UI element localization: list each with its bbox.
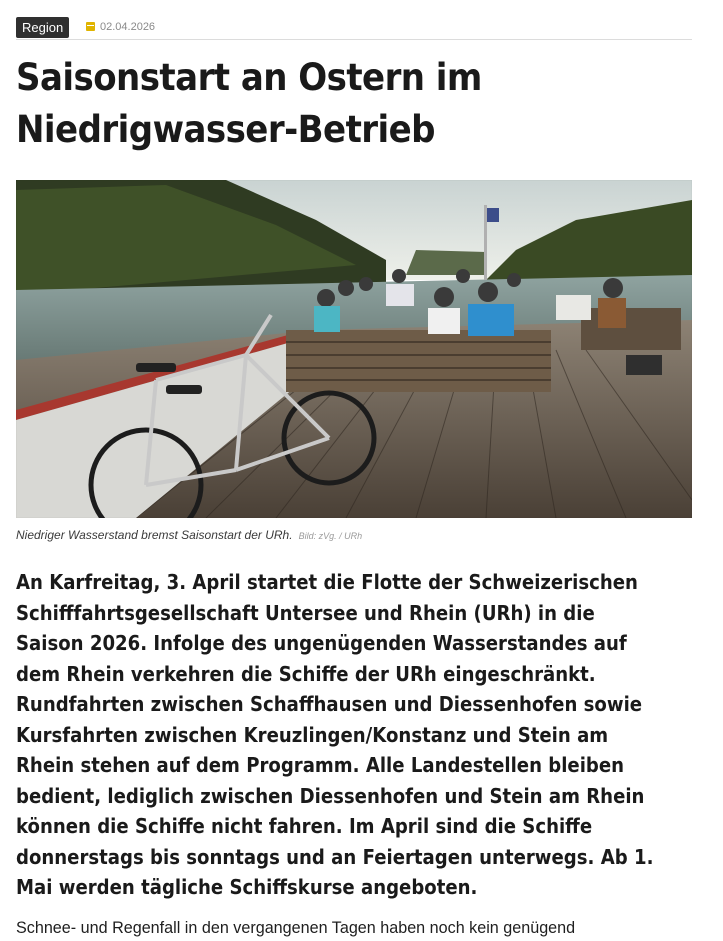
ship-deck-photo [16, 180, 692, 518]
photo-credit: Bild: zVg. / URh [298, 531, 363, 541]
article-photo [16, 180, 692, 518]
article-meta [16, 17, 692, 40]
publish-date-text: 02.04.2026 [100, 21, 156, 33]
article-body: Schnee- und Regenfall in den vergangenen Tagen haben noch kein genügend [16, 918, 576, 937]
article-lead: An Karfreitag, 3. April startet die Flotte der Schweizerischen Schifffahrtsgesellschaft Untersee und Rhein (URh) in die Saison 2026. Infolge des ungenügenden Wasserstandes auf dem Rhein verkehren die Schiffe der URh eingeschränkt. Rundfahrten zwischen Schaffhausen und Diessenhofen sowie Kursfahrten zwischen Kreuzlingen/Konstanz und Stein am Rhein stehen auf dem Programm. Alle Landestellen bleiben bedient, lediglich zwischen Diessenhofen und Stein am Rhein können die Schiffe nicht fahren. Im April sind die Schiffe donnerstags bis sonntags und an Feiertagen unterwegs. Ab 1. Mai werden tägliche Schiffskurse angeboten. [16, 570, 654, 899]
calendar-icon [86, 22, 95, 31]
article-title: Saisonstart an Ostern im Niedrigwasser-Betrieb [16, 56, 482, 151]
category-badge[interactable]: Region [16, 17, 69, 38]
photo-caption [16, 528, 362, 542]
caption-text: Niedriger Wasserstand bremst Saisonstart der URh. [16, 528, 293, 542]
publish-date [86, 19, 155, 35]
